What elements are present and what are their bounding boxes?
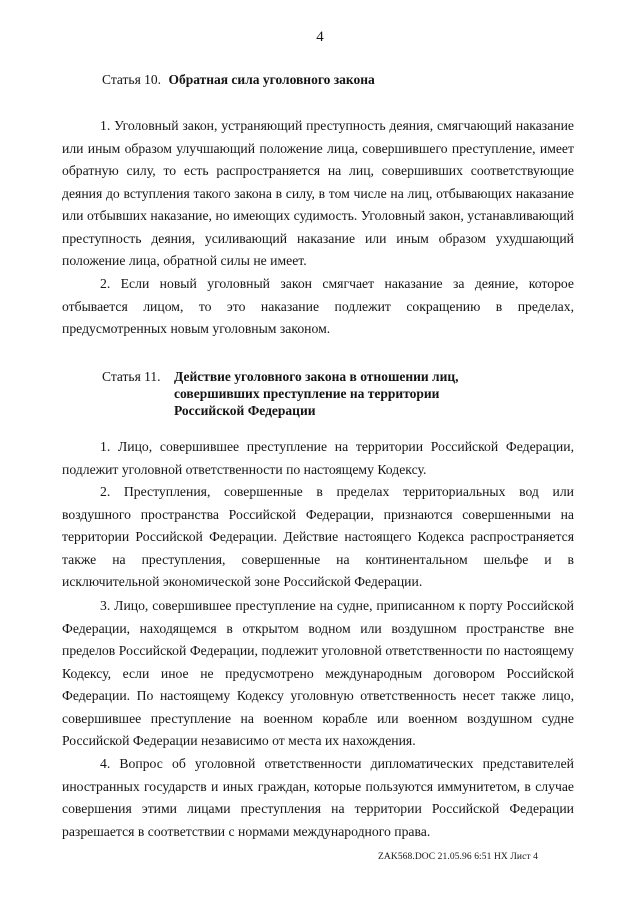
article-11-paragraph-3: 3. Лицо, совершившее преступление на судне, приписанном к порту Российской Федерации, находящемся в открытом водном или воздушном пространстве вне пределов Российской Федерации, подлежит уголовной ответственности по настоящему Кодексу, если иное не предусмотрено международным договором Российской Федерации. По настоящему Кодексу уголовную ответственность несет также лицо, совершившее преступление на военном корабле или военном воздушном судне Российской Федерации независимо от места их нахождения. xyxy=(62,598,574,748)
document-footer: ZAK568.DOC 21.05.96 6:51 НХ Лист 4 xyxy=(378,852,538,862)
article-10-paragraph-1: 1. Уголовный закон, устраняющий преступность деяния, смягчающий наказание или иным образом улучшающий положение лица, совершившего преступление, имеет обратную силу, то есть распространяется на лиц, совершивших соответствующие деяния до вступления такого закона в силу, в том числе на лиц, отбывающих наказание или отбывших наказание, но имеющих судимость. Уголовный закон, устанавливающий преступность деяния, усиливающий наказание или иным образом ухудшающий положение лица, обратной силы не имеет. xyxy=(62,118,574,268)
article-10-paragraph-2: 2. Если новый уголовный закон смягчает наказание за деяние, которое отбывается лицом, то это наказание подлежит сокращению в пределах, предусмотренных новым уголовным законом. xyxy=(62,276,574,336)
article-10-title: Обратная сила уголовного закона xyxy=(168,72,375,87)
article-10-number: Статья 10. xyxy=(102,72,162,87)
article-11-title: Действие уголовного закона в отношении лиц, совершивших преступление на территории Российской Федерации xyxy=(174,369,459,418)
article-10-heading xyxy=(102,71,375,88)
article-11-paragraph-1: 1. Лицо, совершившее преступление на территории Российской Федерации, подлежит уголовной ответственности по настоящему Кодексу. xyxy=(62,439,574,477)
article-11-number: Статья 11. xyxy=(102,369,161,384)
page-number: 4 xyxy=(316,29,324,45)
article-11-paragraph-2: 2. Преступления, совершенные в пределах территориальных вод или воздушного пространства Российской Федерации, признаются совершенными на территории Российской Федерации. Действие настоящего Кодекса распространяется также на преступления, совершенные на континентальном шельфе и в исключительной экономической зоне Российской Федерации. xyxy=(62,484,574,589)
article-11-paragraph-4: 4. Вопрос об уголовной ответственности дипломатических представителей иностранных государств и иных граждан, которые пользуются иммунитетом, в случае совершения этими лицами преступления на территории Российской Федерации разрешается в соответствии с нормами международного права. xyxy=(62,756,574,839)
article-11-heading xyxy=(102,368,459,419)
